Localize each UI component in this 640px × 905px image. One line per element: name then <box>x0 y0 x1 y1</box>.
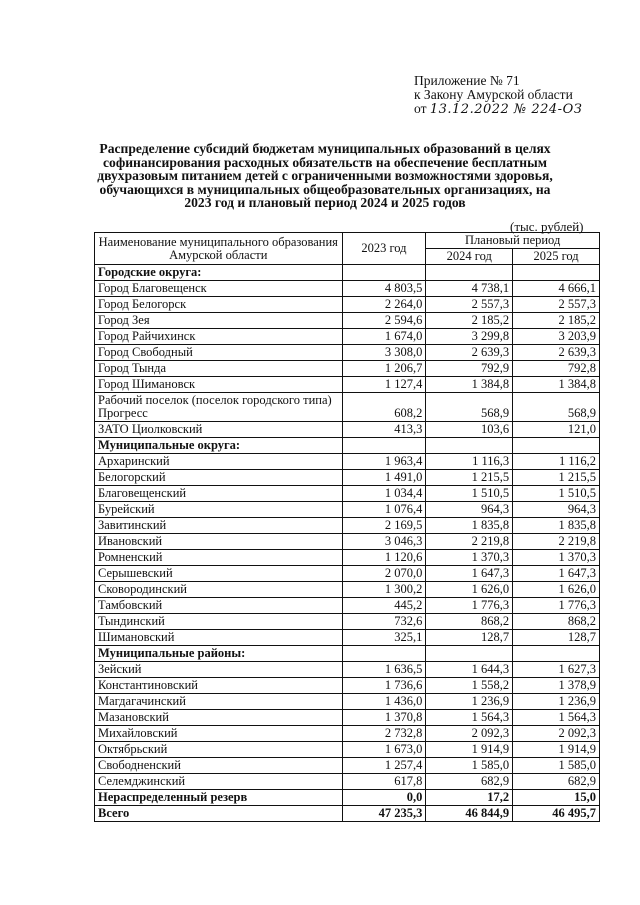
municipality-name: Сковородинский <box>95 582 343 598</box>
municipality-name: Ивановский <box>95 534 343 550</box>
table-row <box>95 297 600 313</box>
value-2023: 3 046,3 <box>342 534 426 550</box>
municipality-name: Белогорский <box>95 470 343 486</box>
appendix-date-prefix: от <box>414 101 427 116</box>
table-row <box>95 582 600 598</box>
value-2024: 3 299,8 <box>426 329 513 345</box>
value-2025: 2 092,3 <box>513 726 600 742</box>
value-2025: 2 219,8 <box>513 534 600 550</box>
municipality-name: Всего <box>95 806 343 822</box>
value-2025: 1 627,3 <box>513 662 600 678</box>
municipality-name: Михайловский <box>95 726 343 742</box>
empty-cell <box>342 646 426 662</box>
value-2024: 1 510,5 <box>426 486 513 502</box>
header-municipality: Наименование муниципального образования Амурской области <box>95 233 343 265</box>
municipality-name: Шимановский <box>95 630 343 646</box>
municipality-name: Селемджинский <box>95 774 343 790</box>
header-year-2024: 2024 год <box>426 249 513 265</box>
value-2025: 2 185,2 <box>513 313 600 329</box>
value-2025: 1 647,3 <box>513 566 600 582</box>
municipality-name: Архаринский <box>95 454 343 470</box>
value-2025: 1 116,2 <box>513 454 600 470</box>
empty-cell <box>426 646 513 662</box>
value-2025: 121,0 <box>513 422 600 438</box>
value-2023: 1 370,8 <box>342 710 426 726</box>
table-row <box>95 470 600 486</box>
value-2024: 1 564,3 <box>426 710 513 726</box>
value-2023: 732,6 <box>342 614 426 630</box>
value-2024: 2 639,3 <box>426 345 513 361</box>
value-2025: 1 384,8 <box>513 377 600 393</box>
value-2023: 47 235,3 <box>342 806 426 822</box>
empty-cell <box>342 438 426 454</box>
value-2023: 1 736,6 <box>342 678 426 694</box>
value-2025: 792,8 <box>513 361 600 377</box>
value-2024: 1 647,3 <box>426 566 513 582</box>
value-2025: 868,2 <box>513 614 600 630</box>
table-body <box>95 265 600 822</box>
value-2024: 1 236,9 <box>426 694 513 710</box>
header-planning-period: Плановый период <box>426 233 600 249</box>
section-title: Городские округа: <box>95 265 343 281</box>
value-2023: 3 308,0 <box>342 345 426 361</box>
value-2025: 46 495,7 <box>513 806 600 822</box>
table-row <box>95 377 600 393</box>
municipality-name: ЗАТО Циолковский <box>95 422 343 438</box>
value-2025: 1 564,3 <box>513 710 600 726</box>
document-title: Распределение субсидий бюджетам муниципальных образований в целях софинансирования расходных обязательств на обеспечение бесплатным двухразовым питанием детей с ограниченными возможностями здоровья, обучающихся в муниципальных общеобразовательных организациях, на 2023 год и плановый период 2024 и 2025 годов <box>97 141 553 210</box>
value-2024: 568,9 <box>426 393 513 422</box>
table-row <box>95 486 600 502</box>
municipality-name: Октябрьский <box>95 742 343 758</box>
value-2024: 17,2 <box>426 790 513 806</box>
value-2024: 1 585,0 <box>426 758 513 774</box>
value-2024: 1 644,3 <box>426 662 513 678</box>
value-2025: 1 776,3 <box>513 598 600 614</box>
value-2024: 103,6 <box>426 422 513 438</box>
total-row <box>95 790 600 806</box>
value-2024: 1 776,3 <box>426 598 513 614</box>
value-2025: 1 626,0 <box>513 582 600 598</box>
value-2023: 617,8 <box>342 774 426 790</box>
value-2023: 1 963,4 <box>342 454 426 470</box>
table-row <box>95 329 600 345</box>
value-2024: 1 370,3 <box>426 550 513 566</box>
municipality-name: Город Зея <box>95 313 343 329</box>
section-title: Муниципальные районы: <box>95 646 343 662</box>
municipality-name: Город Благовещенск <box>95 281 343 297</box>
value-2023: 1 076,4 <box>342 502 426 518</box>
municipality-name: Серышевский <box>95 566 343 582</box>
table-row <box>95 281 600 297</box>
value-2024: 1 914,9 <box>426 742 513 758</box>
table-row <box>95 313 600 329</box>
value-2023: 325,1 <box>342 630 426 646</box>
municipality-name: Нераспределенный резерв <box>95 790 343 806</box>
section-row <box>95 646 600 662</box>
municipality-name: Город Шимановск <box>95 377 343 393</box>
municipality-name: Рабочий поселок (поселок городского типа) Прогресс <box>95 393 343 422</box>
value-2023: 2 594,6 <box>342 313 426 329</box>
value-2025: 1 215,5 <box>513 470 600 486</box>
value-2024: 2 219,8 <box>426 534 513 550</box>
municipality-name: Бурейский <box>95 502 343 518</box>
value-2025: 2 557,3 <box>513 297 600 313</box>
municipality-name: Магдагачинский <box>95 694 343 710</box>
municipality-name: Константиновский <box>95 678 343 694</box>
value-2023: 413,3 <box>342 422 426 438</box>
table-row <box>95 550 600 566</box>
municipality-name: Город Райчихинск <box>95 329 343 345</box>
table-row <box>95 361 600 377</box>
table-row <box>95 566 600 582</box>
empty-cell <box>513 438 600 454</box>
value-2025: 1 510,5 <box>513 486 600 502</box>
table-row <box>95 678 600 694</box>
subsidy-table <box>94 232 600 822</box>
appendix-law-reference: к Закону Амурской области <box>414 87 573 102</box>
table-row <box>95 614 600 630</box>
municipality-name: Благовещенский <box>95 486 343 502</box>
municipality-name: Тамбовский <box>95 598 343 614</box>
value-2024: 2 185,2 <box>426 313 513 329</box>
value-2024: 1 835,8 <box>426 518 513 534</box>
table-row <box>95 662 600 678</box>
value-2025: 15,0 <box>513 790 600 806</box>
value-2025: 3 203,9 <box>513 329 600 345</box>
value-2024: 1 116,3 <box>426 454 513 470</box>
value-2023: 445,2 <box>342 598 426 614</box>
value-2025: 682,9 <box>513 774 600 790</box>
value-2025: 2 639,3 <box>513 345 600 361</box>
value-2023: 1 674,0 <box>342 329 426 345</box>
value-2023: 0,0 <box>342 790 426 806</box>
value-2025: 128,7 <box>513 630 600 646</box>
table-row <box>95 598 600 614</box>
table-row <box>95 710 600 726</box>
table-row <box>95 742 600 758</box>
value-2023: 1 034,4 <box>342 486 426 502</box>
empty-cell <box>513 265 600 281</box>
municipality-name: Завитинский <box>95 518 343 534</box>
value-2023: 2 169,5 <box>342 518 426 534</box>
value-2025: 964,3 <box>513 502 600 518</box>
table-row <box>95 393 600 422</box>
table-row <box>95 758 600 774</box>
municipality-name: Ромненский <box>95 550 343 566</box>
handwritten-date-number: 13.12.2022 № 224-ОЗ <box>429 102 583 117</box>
value-2023: 1 300,2 <box>342 582 426 598</box>
table-row <box>95 422 600 438</box>
value-2025: 4 666,1 <box>513 281 600 297</box>
section-row <box>95 438 600 454</box>
empty-cell <box>426 265 513 281</box>
section-title: Муниципальные округа: <box>95 438 343 454</box>
header-year-2023: 2023 год <box>342 233 426 265</box>
appendix-date-line <box>414 102 582 117</box>
empty-cell <box>426 438 513 454</box>
value-2025: 1 378,9 <box>513 678 600 694</box>
value-2023: 608,2 <box>342 393 426 422</box>
value-2023: 2 732,8 <box>342 726 426 742</box>
value-2023: 1 257,4 <box>342 758 426 774</box>
header-year-2025: 2025 год <box>513 249 600 265</box>
value-2023: 2 070,0 <box>342 566 426 582</box>
value-2023: 1 127,4 <box>342 377 426 393</box>
table-row <box>95 774 600 790</box>
value-2024: 682,9 <box>426 774 513 790</box>
empty-cell <box>342 265 426 281</box>
value-2024: 2 092,3 <box>426 726 513 742</box>
value-2023: 1 120,6 <box>342 550 426 566</box>
municipality-name: Мазановский <box>95 710 343 726</box>
value-2024: 964,3 <box>426 502 513 518</box>
value-2025: 1 236,9 <box>513 694 600 710</box>
table-row <box>95 345 600 361</box>
value-2024: 1 626,0 <box>426 582 513 598</box>
units-label: (тыс. рублей) <box>510 219 584 234</box>
municipality-name: Тындинский <box>95 614 343 630</box>
value-2023: 2 264,0 <box>342 297 426 313</box>
municipality-name: Город Тында <box>95 361 343 377</box>
table-row <box>95 502 600 518</box>
appendix-number: Приложение № 71 <box>414 73 520 88</box>
table-row <box>95 518 600 534</box>
value-2024: 868,2 <box>426 614 513 630</box>
value-2024: 792,9 <box>426 361 513 377</box>
empty-cell <box>513 646 600 662</box>
table-row <box>95 630 600 646</box>
value-2025: 1 835,8 <box>513 518 600 534</box>
municipality-name: Город Свободный <box>95 345 343 361</box>
value-2024: 4 738,1 <box>426 281 513 297</box>
appendix-header <box>414 74 582 117</box>
value-2025: 1 585,0 <box>513 758 600 774</box>
value-2025: 1 370,3 <box>513 550 600 566</box>
value-2024: 1 215,5 <box>426 470 513 486</box>
value-2024: 1 384,8 <box>426 377 513 393</box>
value-2023: 1 636,5 <box>342 662 426 678</box>
total-row <box>95 806 600 822</box>
section-row <box>95 265 600 281</box>
value-2024: 2 557,3 <box>426 297 513 313</box>
municipality-name: Свободненский <box>95 758 343 774</box>
table-row <box>95 454 600 470</box>
value-2024: 128,7 <box>426 630 513 646</box>
value-2023: 4 803,5 <box>342 281 426 297</box>
value-2023: 1 491,0 <box>342 470 426 486</box>
value-2025: 1 914,9 <box>513 742 600 758</box>
municipality-name: Зейский <box>95 662 343 678</box>
value-2024: 1 558,2 <box>426 678 513 694</box>
table-header-row <box>95 233 600 249</box>
value-2023: 1 436,0 <box>342 694 426 710</box>
table-row <box>95 726 600 742</box>
value-2023: 1 673,0 <box>342 742 426 758</box>
value-2025: 568,9 <box>513 393 600 422</box>
municipality-name: Город Белогорск <box>95 297 343 313</box>
value-2023: 1 206,7 <box>342 361 426 377</box>
value-2024: 46 844,9 <box>426 806 513 822</box>
table-row <box>95 534 600 550</box>
table-row <box>95 694 600 710</box>
